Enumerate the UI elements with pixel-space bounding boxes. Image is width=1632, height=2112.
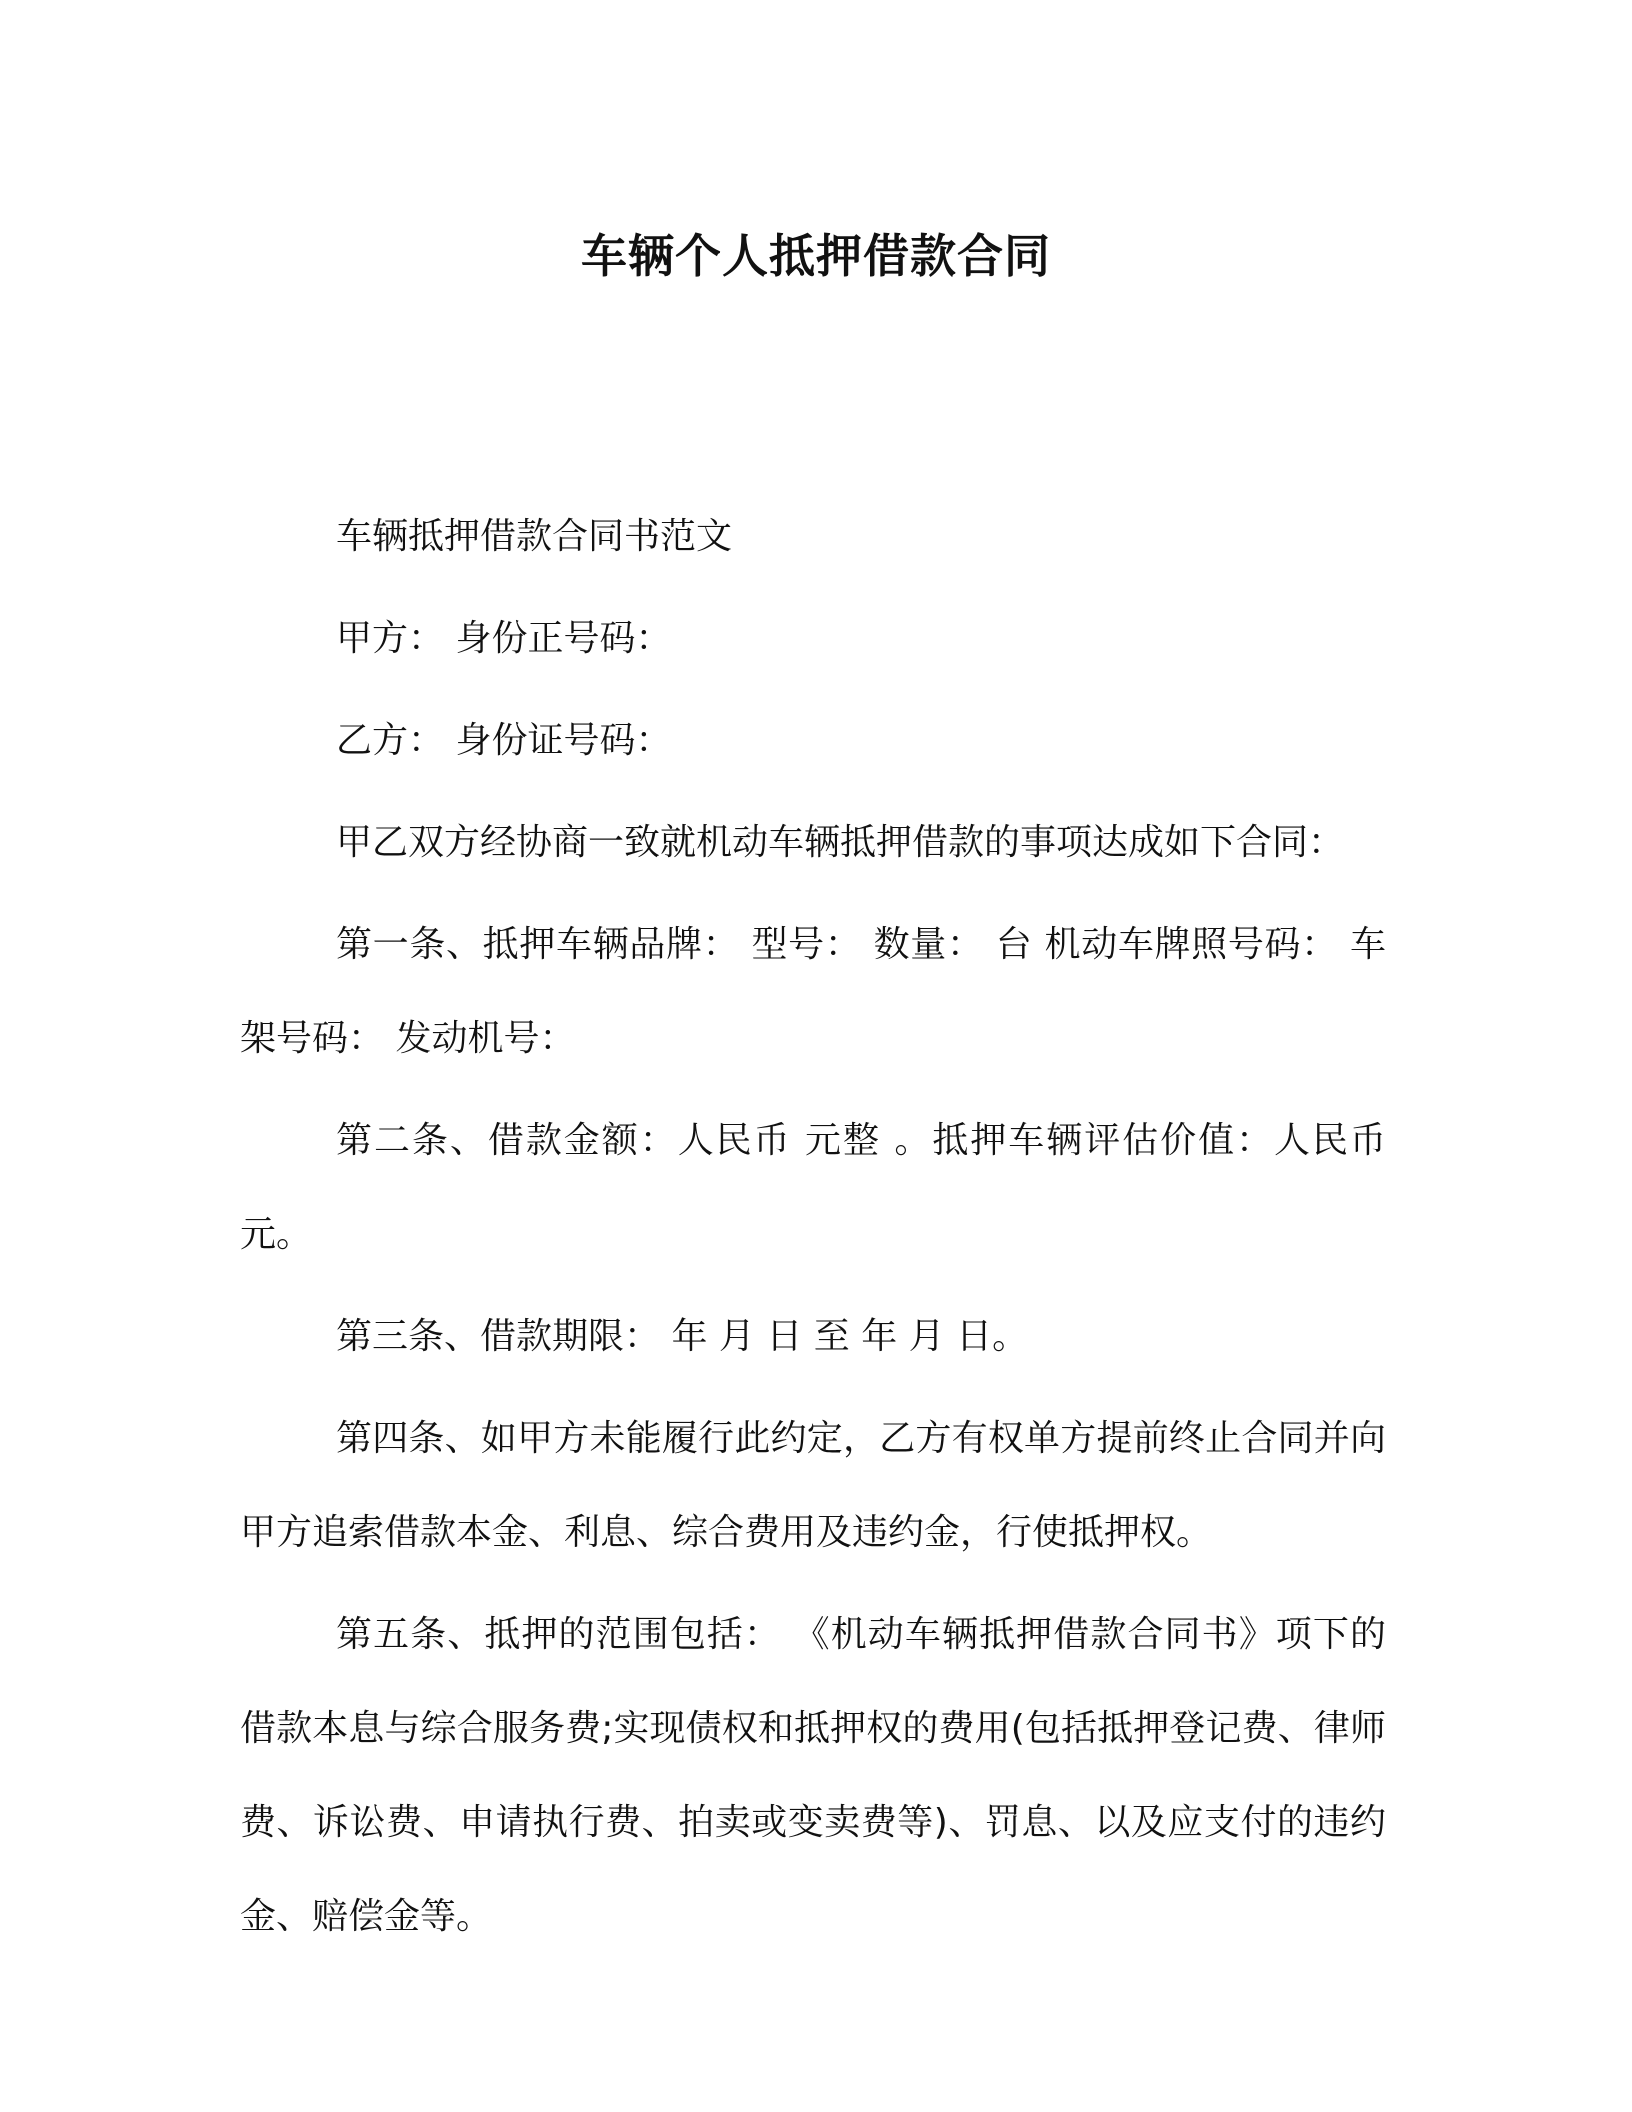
contract-subtitle: 车辆抵押借款合同书范文	[336, 516, 733, 557]
party-a-line: 甲方： 身份正号码：	[336, 618, 672, 659]
article-3: 第三条、借款期限： 年 月 日 至 年 月 日。	[336, 1316, 1029, 1357]
document-body	[240, 490, 1386, 1972]
agreement-intro: 甲乙双方经协商一致就机动车辆抵押借款的事项达成如下合同：	[336, 822, 1345, 863]
article-1: 第一条、抵押车辆品牌： 型号： 数量： 台 机动车牌照号码： 车架号码： 发动机号：	[240, 924, 1386, 1059]
article-5: 第五条、抵押的范围包括： 《机动车辆抵押借款合同书》项下的借款本息与综合服务费;实现债权和抵押权的费用(包括抵押登记费、律师费、诉讼费、申请执行费、拍卖或变卖费等)、罚息、以及应支付的违约金、赔偿金等。	[240, 1614, 1386, 1937]
party-b-line: 乙方： 身份证号码：	[336, 720, 672, 761]
document-title: 车辆个人抵押借款合同	[581, 229, 1051, 283]
article-4: 第四条、如甲方未能履行此约定，乙方有权单方提前终止合同并向甲方追索借款本金、利息、综合费用及违约金，行使抵押权。	[240, 1418, 1386, 1553]
article-2: 第二条、借款金额：人民币 元整 。抵押车辆评估价值：人民币 元。	[240, 1120, 1386, 1255]
